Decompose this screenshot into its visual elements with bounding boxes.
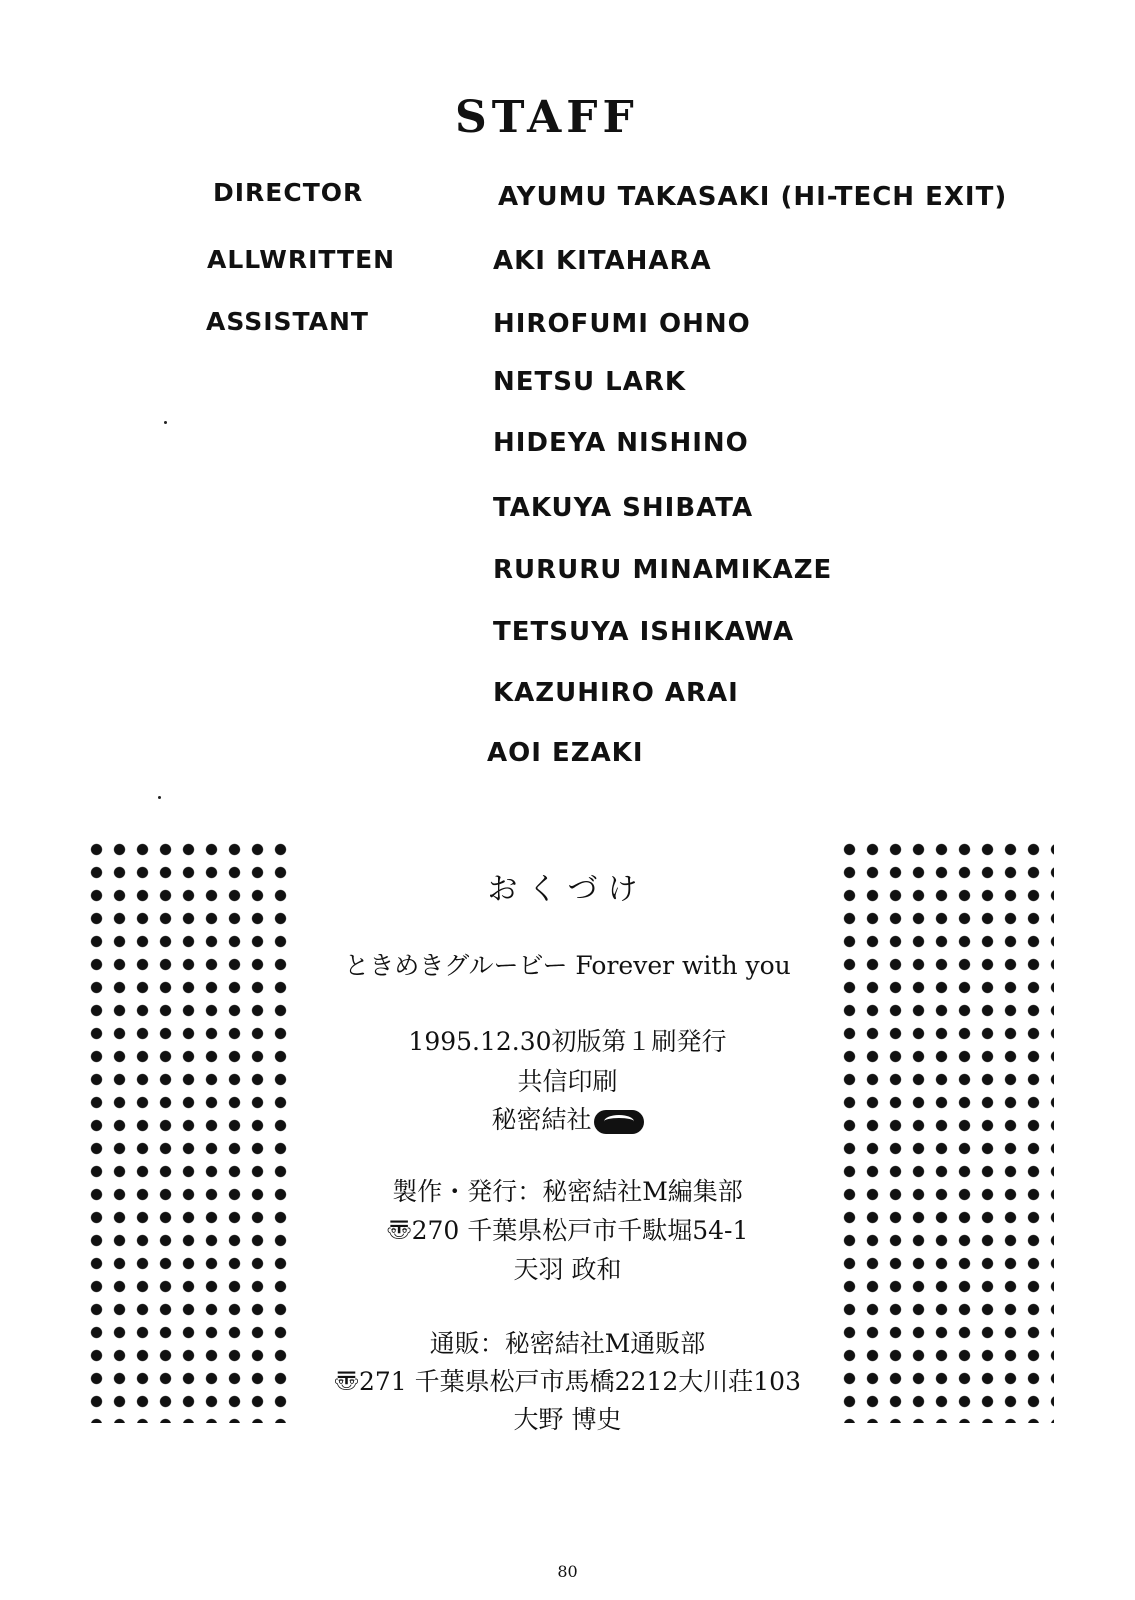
- credit-name-director: AYUMU TAKASAKI (HI-TECH EXIT): [498, 182, 1008, 212]
- production-address: 〠270 千葉県松戸市千駄堀54-1: [386, 1216, 749, 1245]
- circle-line: [0, 1100, 1135, 1136]
- credit-role-allwritten: ALLWRITTEN: [207, 245, 396, 274]
- credit-role-assistant: ASSISTANT: [206, 307, 369, 336]
- credit-name-assistant-7: KAZUHIRO ARAI: [493, 678, 739, 708]
- circle-logo-mark: [594, 1110, 644, 1134]
- print-speck: [158, 796, 161, 799]
- credit-name-assistant-5: RURURU MINAMIKAZE: [493, 555, 833, 585]
- print-speck: [164, 421, 167, 424]
- credit-name-assistant-2: NETSU LARK: [493, 367, 687, 397]
- mail-order-credit: 通販：秘密結社M通販部: [429, 1329, 706, 1358]
- staff-heading: STAFF: [455, 92, 639, 143]
- credit-role-director: DIRECTOR: [213, 178, 364, 207]
- credit-name-assistant-1: HIROFUMI OHNO: [493, 309, 751, 339]
- credit-name-allwritten: AKI KITAHARA: [493, 246, 712, 276]
- credit-name-assistant-4: TAKUYA SHIBATA: [493, 493, 754, 523]
- printer: 共信印刷: [517, 1067, 618, 1096]
- publication-date: 1995.12.30初版第１刷発行: [408, 1027, 727, 1056]
- book-title: ときめきグルービー Forever with you: [344, 951, 791, 980]
- page-number: 80: [557, 1562, 578, 1581]
- mail-order-address: 〠271 千葉県松戸市馬橋2212大川荘103: [333, 1367, 801, 1396]
- production-credit: 製作・発行：秘密結社M編集部: [392, 1177, 743, 1206]
- credit-name-assistant-8: AOI EZAKI: [487, 738, 644, 768]
- credit-name-assistant-6: TETSUYA ISHIKAWA: [493, 617, 795, 647]
- colophon-title: おくづけ: [487, 872, 648, 907]
- credit-name-assistant-3: HIDEYA NISHINO: [493, 428, 749, 458]
- circle-name: 秘密結社: [491, 1105, 592, 1134]
- production-person: 天羽 政和: [513, 1255, 622, 1284]
- mail-order-person: 大野 博史: [513, 1405, 622, 1434]
